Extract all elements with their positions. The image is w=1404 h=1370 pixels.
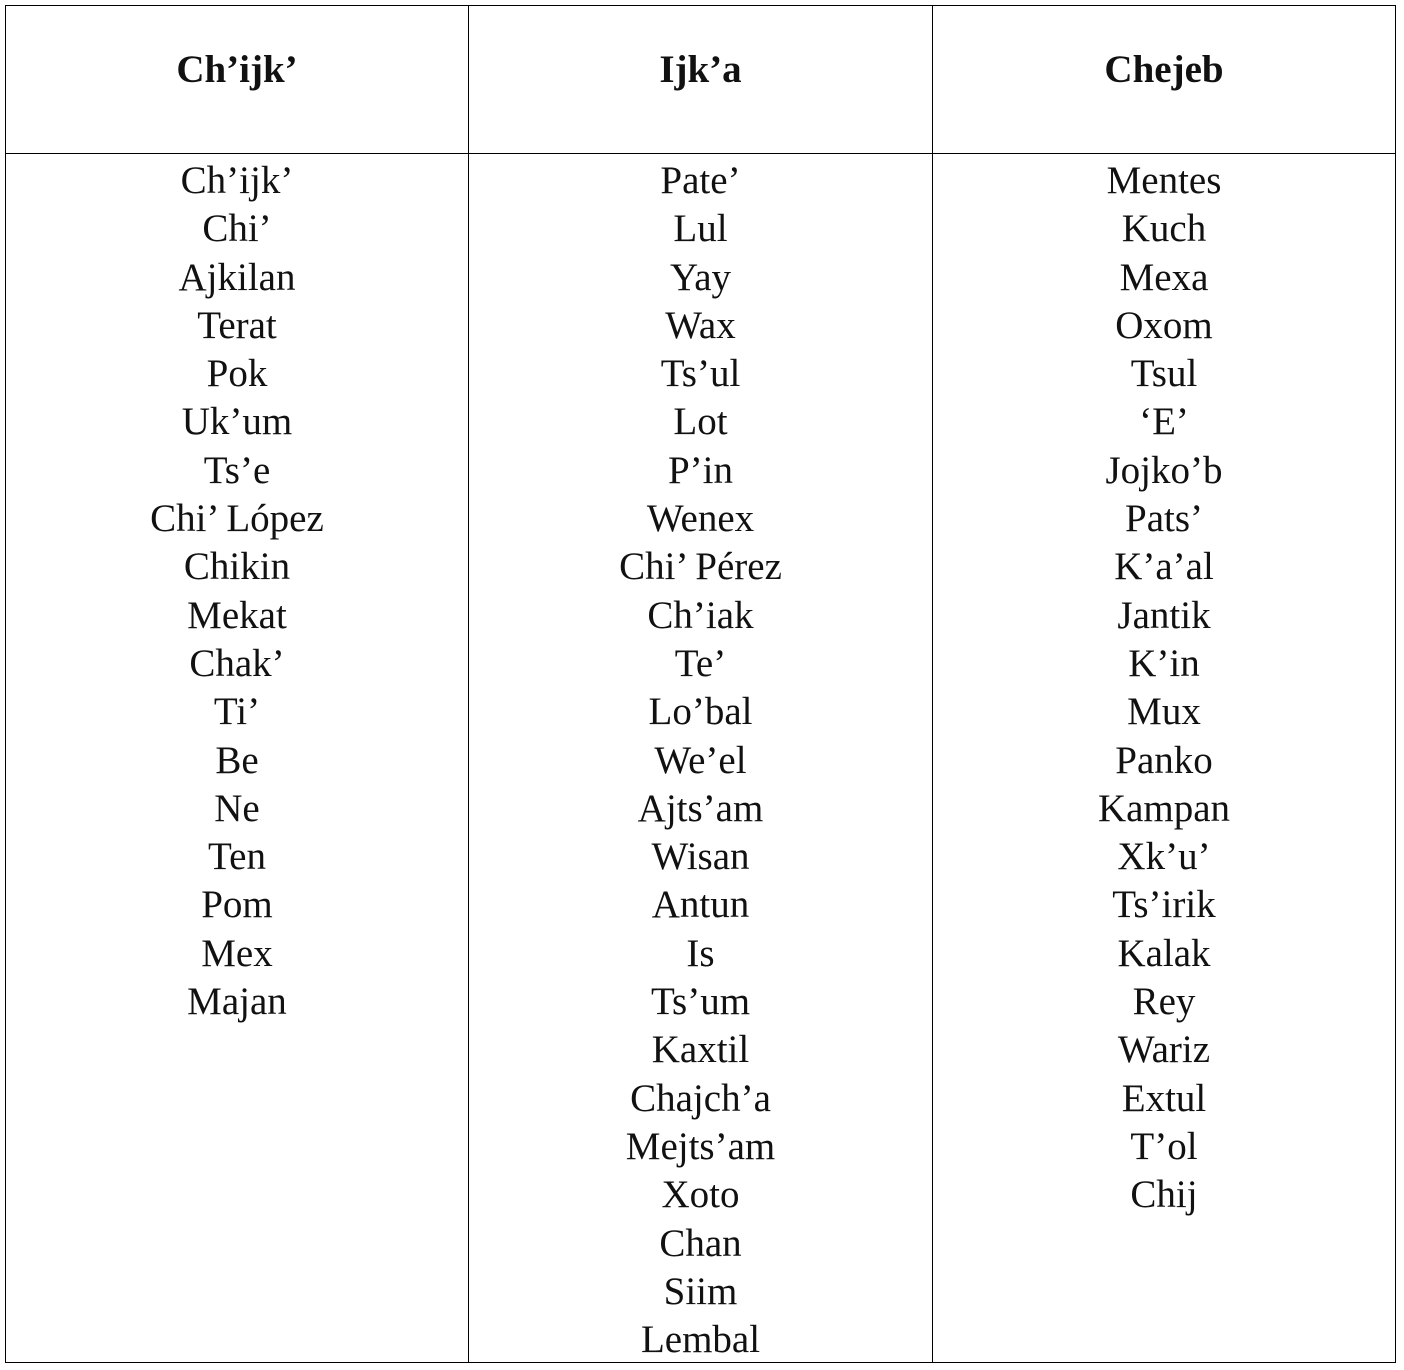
- word-item: Pok: [206, 352, 268, 396]
- word-item: Jojko’b: [1105, 448, 1223, 492]
- word-item: Pate’: [660, 159, 741, 202]
- column-header-cell: [469, 6, 932, 154]
- column-header: Ch’ijk’: [176, 48, 298, 91]
- word-item: Chak’: [189, 641, 285, 685]
- word-item: Ti’: [213, 690, 261, 734]
- word-item: Wenex: [646, 497, 755, 541]
- word-item: Chi’ Pérez: [619, 545, 782, 589]
- word-item: We’el: [654, 738, 747, 782]
- word-item: Chikin: [183, 545, 291, 589]
- word-item: Te’: [674, 641, 727, 685]
- word-item: ‘E’: [1139, 400, 1189, 444]
- word-item: Tsul: [1130, 352, 1198, 396]
- word-item: Jantik: [1117, 593, 1211, 637]
- word-item: Mux: [1127, 690, 1201, 734]
- word-item: Xoto: [661, 1173, 740, 1217]
- word-item: Pom: [201, 883, 273, 927]
- column-header: Chejeb: [1104, 48, 1224, 91]
- word-item: Rey: [1132, 980, 1196, 1024]
- word-item: Mexa: [1119, 255, 1209, 299]
- word-item: Ne: [214, 786, 260, 830]
- word-item: Extul: [1121, 1076, 1207, 1120]
- column-ijka: [469, 6, 933, 1362]
- word-item: Ajkilan: [178, 255, 296, 299]
- word-item: Ts’um: [650, 980, 751, 1024]
- word-item: Lo’bal: [648, 690, 753, 734]
- word-item: Mejts’am: [625, 1124, 776, 1168]
- word-item: T’ol: [1130, 1124, 1198, 1168]
- word-item: Chan: [659, 1221, 742, 1265]
- word-item: Siim: [663, 1269, 738, 1313]
- word-item: Antun: [651, 883, 750, 927]
- word-item: K’in: [1128, 641, 1200, 685]
- word-item: Ch’ijk’: [180, 159, 294, 202]
- word-item: Mekat: [187, 593, 287, 637]
- word-item: Be: [215, 738, 259, 782]
- word-item: Lembal: [640, 1318, 761, 1362]
- word-item: Uk’um: [181, 400, 293, 444]
- column-header-cell: [6, 6, 468, 154]
- word-item: Terat: [197, 303, 277, 347]
- word-item: Lot: [673, 400, 728, 444]
- word-item: Wax: [665, 303, 736, 347]
- word-item: Kaxtil: [651, 1028, 750, 1072]
- word-item: Mex: [201, 931, 273, 975]
- word-item: Chi’: [202, 207, 272, 251]
- word-item: Chajch’a: [630, 1076, 771, 1120]
- word-item: Xk’u’: [1117, 835, 1211, 879]
- word-table: [5, 5, 1396, 1363]
- column-header-cell: [933, 6, 1395, 154]
- word-item: Majan: [187, 980, 287, 1024]
- word-item: Ajts’am: [637, 786, 764, 830]
- word-item: Oxom: [1115, 303, 1213, 347]
- word-item: Is: [686, 931, 715, 975]
- word-item: Wariz: [1117, 1028, 1211, 1072]
- word-item: Ts’irik: [1112, 883, 1216, 927]
- column-chijk: [6, 6, 469, 1362]
- word-item: Ts’e: [203, 448, 271, 492]
- word-item: Mentes: [1106, 159, 1222, 202]
- word-item: Kuch: [1121, 207, 1207, 251]
- word-item: K’a’al: [1114, 545, 1214, 589]
- word-item: Lul: [673, 207, 728, 251]
- word-list: [6, 157, 468, 1026]
- word-item: Kalak: [1117, 931, 1211, 975]
- word-item: Chi’ López: [150, 497, 324, 541]
- word-item: Panko: [1115, 738, 1213, 782]
- column-header: Ijk’a: [659, 48, 742, 91]
- word-list: [469, 157, 932, 1364]
- word-item: Pats’: [1125, 497, 1203, 541]
- word-list: [933, 157, 1395, 1220]
- word-item: Kampan: [1097, 786, 1231, 830]
- word-item: Ts’ul: [660, 352, 741, 396]
- word-item: Ten: [208, 835, 266, 879]
- word-item: Wisan: [651, 835, 750, 879]
- word-item: Yay: [669, 255, 732, 299]
- column-chejeb: [933, 6, 1395, 1362]
- word-item: Ch’iak: [647, 593, 754, 637]
- word-item: Chij: [1130, 1173, 1198, 1217]
- word-item: P’in: [667, 448, 733, 492]
